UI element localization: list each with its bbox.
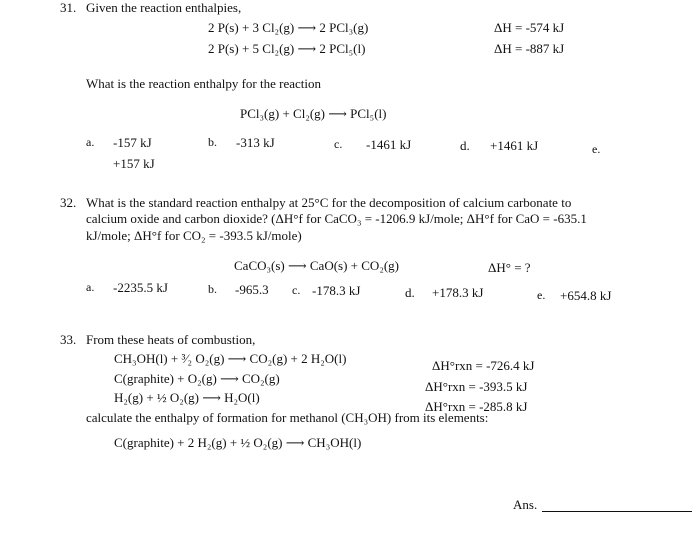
q31-question: What is the reaction enthalpy for the reaction [86, 76, 321, 91]
q33-intro: From these heats of combustion, [86, 332, 256, 347]
q32-choice-b: -965.3 [235, 282, 269, 297]
answer-label: Ans. [513, 497, 538, 512]
q32-choice-a: -2235.5 kJ [113, 280, 168, 295]
q32-choice-c: -178.3 kJ [312, 283, 361, 298]
answer-blank-line[interactable] [542, 511, 692, 512]
q33-question: calculate the enthalpy of formation for methanol (CH₃OH) from its elements: [86, 410, 489, 425]
q32-line-2: calcium oxide and carbon dioxide? (ΔH°f for CaCO₃ = -1206.9 kJ/mole; ΔH°f for CaO = -635.1 [86, 211, 587, 226]
q32-choice-e: +654.8 kJ [560, 288, 612, 303]
q32-choice-e-letter: e. [537, 288, 546, 302]
q33-target-reaction: C(graphite) + 2 H₂(g) + ½ O₂(g) ⟶ CH₃OH(l) [114, 435, 362, 450]
q31-target-reaction: PCl₃(g) + Cl₂(g) ⟶ PCl₅(l) [240, 106, 387, 121]
q31-choice-a-letter: a. [86, 135, 95, 149]
q31-enthalpy-1: ΔH = -574 kJ [494, 20, 565, 35]
q31-choice-c-letter: c. [334, 137, 343, 151]
q31-choice-d: +1461 kJ [490, 138, 539, 153]
q31-choice-e-letter: e. [592, 142, 601, 156]
q31-choice-b: -313 kJ [236, 135, 275, 150]
q33-number: 33. [60, 332, 77, 347]
q33-enthalpy-2: ΔH°rxn = -393.5 kJ [425, 379, 528, 394]
q31-equation-2: 2 P(s) + 5 Cl₂(g) ⟶ 2 PCl₅(l) [208, 41, 366, 56]
q32-choice-c-letter: c. [292, 283, 301, 297]
q31-equation-1: 2 P(s) + 3 Cl₂(g) ⟶ 2 PCl₃(g) [208, 20, 369, 35]
q31-number: 31. [60, 0, 77, 15]
q33-reaction-2: C(graphite) + O₂(g) ⟶ CO₂(g) [114, 371, 280, 386]
q31-intro: Given the reaction enthalpies, [86, 0, 242, 15]
q33-reaction-3: H₂(g) + ½ O₂(g) ⟶ H₂O(l) [114, 390, 260, 405]
q32-choice-d: +178.3 kJ [432, 285, 484, 300]
q32-choice-a-letter: a. [86, 280, 95, 294]
q31-enthalpy-2: ΔH = -887 kJ [494, 41, 565, 56]
q31-choice-c: -1461 kJ [366, 137, 412, 152]
q31-choice-a: -157 kJ [113, 135, 152, 150]
q32-number: 32. [60, 195, 77, 210]
q33-reaction-1: CH₃OH(l) + ³⁄₂ O₂(g) ⟶ CO₂(g) + 2 H₂O(l) [114, 351, 347, 366]
q33-enthalpy-3: ΔH°rxn = -285.8 kJ [425, 399, 528, 414]
q32-choice-d-letter: d. [405, 285, 415, 300]
q32-line-3: kJ/mole; ΔH°f for CO₂ = -393.5 kJ/mole) [86, 228, 302, 243]
q32-reaction: CaCO₃(s) ⟶ CaO(s) + CO₂(g) [234, 258, 400, 273]
q32-enthalpy: ΔH° = ? [488, 260, 531, 275]
q33-enthalpy-1: ΔH°rxn = -726.4 kJ [432, 358, 535, 373]
q31-choice-d-letter: d. [460, 138, 470, 153]
q32-choice-b-letter: b. [208, 282, 217, 296]
q32-line-1: What is the standard reaction enthalpy at 25°C for the decomposition of calcium carbonate to [86, 195, 572, 210]
q31-choice-e: +157 kJ [113, 156, 155, 171]
q31-choice-b-letter: b. [208, 135, 217, 149]
